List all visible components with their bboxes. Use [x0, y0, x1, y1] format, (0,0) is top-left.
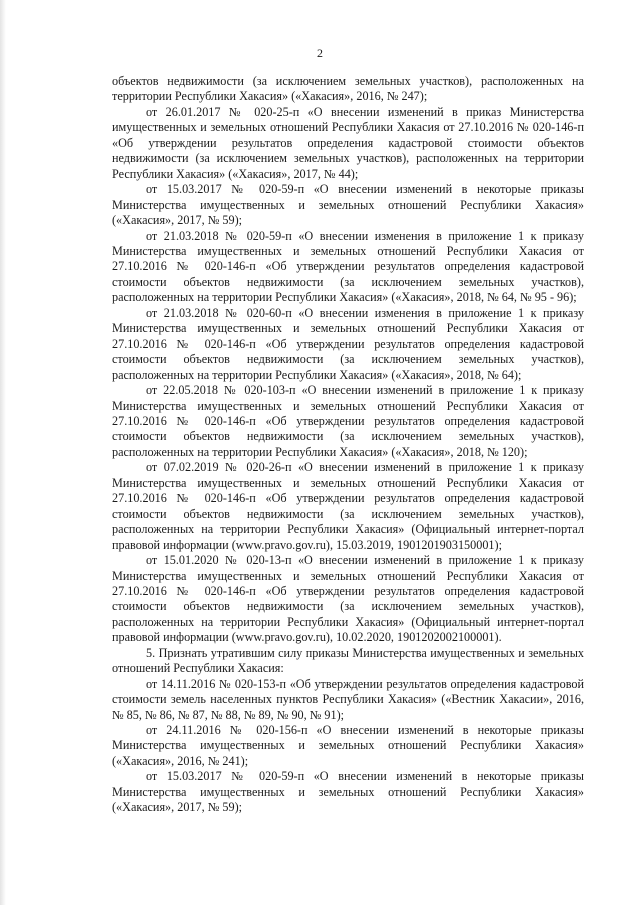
- paragraph-order-15-03-2017: от 15.03.2017 № 020-59-п «О внесении изменений в некоторые приказы Министерства имущественных и земельных отношений Республики Хакасия» («Хакасия», 2017, № 59);: [112, 182, 584, 228]
- paragraph-order-22-05-2018: от 22.05.2018 № 020-103-п «О внесении изменений в приложение 1 к приказу Министерства имущественных и земельных отношений Республики Хакасия от 27.10.2016 № 020-146-п «Об утверждении результатов определения кадастровой стоимости объектов недвижимости (за исключением земельных участков), расположенных на территории Республики Хакасия» («Хакасия», 2018, № 120);: [112, 383, 584, 459]
- paragraph-order-26-01-2017: от 26.01.2017 № 020-25-п «О внесении изменений в приказ Министерства имущественных и земельных отношений Республики Хакасия от 27.10.2016 № 020-146-п «Об утверждении результатов определения кадастровой стоимости объектов недвижимости (за исключением земельных участков), расположенных на территории Республики Хакасия» («Хакасия», 2017, № 44);: [112, 104, 584, 181]
- paragraph-order-07-02-2019: от 07.02.2019 № 020-26-п «О внесении изменений в приложение 1 к приказу Министерства имущественных и земельных отношений Республики Хакасия от 27.10.2016 № 020-146-п «Об утверждении результатов определения кадастровой стоимости объектов недвижимости (за исключением земельных участков), расположенных на территории Республики Хакасия» (Официальный интернет-портал правовой информации (www.pravo.gov.ru), 15.03.2019, 1901201903150001);: [112, 460, 584, 552]
- paragraph-item-5-heading: 5. Признать утратившим силу приказы Министерства имущественных и земельных отношений Республики Хакасия:: [112, 645, 584, 676]
- paragraph-order-15-01-2020: от 15.01.2020 № 020-13-п «О внесении изменений в приложение 1 к приказу Министерства имущественных и земельных отношений Республики Хакасия от 27.10.2016 № 020-146-п «Об утверждении результатов определения кадастровой стоимости объектов недвижимости (за исключением земельных участков), расположенных на территории Республики Хакасия» (Официальный интернет-портал правовой информации (www.pravo.gov.ru), 10.02.2020, 1901202002100001).: [112, 553, 584, 645]
- paragraph-order-14-11-2016: от 14.11.2016 № 020-153-п «Об утверждении результатов определения кадастровой стоимости земель населенных пунктов Республики Хакасия» («Вестник Хакасии», 2016, № 85, № 86, № 87, № 88, № 89, № 90, № 91);: [112, 676, 584, 722]
- document-body: [112, 74, 584, 816]
- paragraph-continuation: объектов недвижимости (за исключением земельных участков), расположенных на территории Республики Хакасия» («Хакасия», 2016, № 247);: [112, 74, 584, 104]
- scan-edge-shadow: [0, 0, 6, 905]
- paragraph-order-24-11-2016: от 24.11.2016 № 020-156-п «О внесении изменений в некоторые приказы Министерства имущественных и земельных отношений Республики Хакасия» («Хакасия», 2016, № 241);: [112, 723, 584, 768]
- paragraph-order-21-03-2018-60: от 21.03.2018 № 020-60-п «О внесении изменения в приложение 1 к приказу Министерства имущественных и земельных отношений Республики Хакасия от 27.10.2016 № 020-146-п «Об утверждении результатов определения кадастровой стоимости объектов недвижимости (за исключением земельных участков), расположенных на территории Республики Хакасия» («Хакасия», 2018, № 64);: [112, 305, 584, 382]
- page-number: 2: [317, 46, 323, 60]
- paragraph-order-15-03-2017-repeat: от 15.03.2017 № 020-59-п «О внесении изменений в некоторые приказы Министерства имущественных и земельных отношений Республики Хакасия» («Хакасия», 2017, № 59);: [112, 769, 584, 815]
- paragraph-order-21-03-2018-59: от 21.03.2018 № 020-59-п «О внесении изменения в приложение 1 к приказу Министерства имущественных и земельных отношений Республики Хакасия от 27.10.2016 № 020-146-п «Об утверждении результатов определения кадастровой стоимости объектов недвижимости (за исключением земельных участков), расположенных на территории Республики Хакасия» («Хакасия», 2018, № 64, № 95 - 96);: [112, 228, 584, 305]
